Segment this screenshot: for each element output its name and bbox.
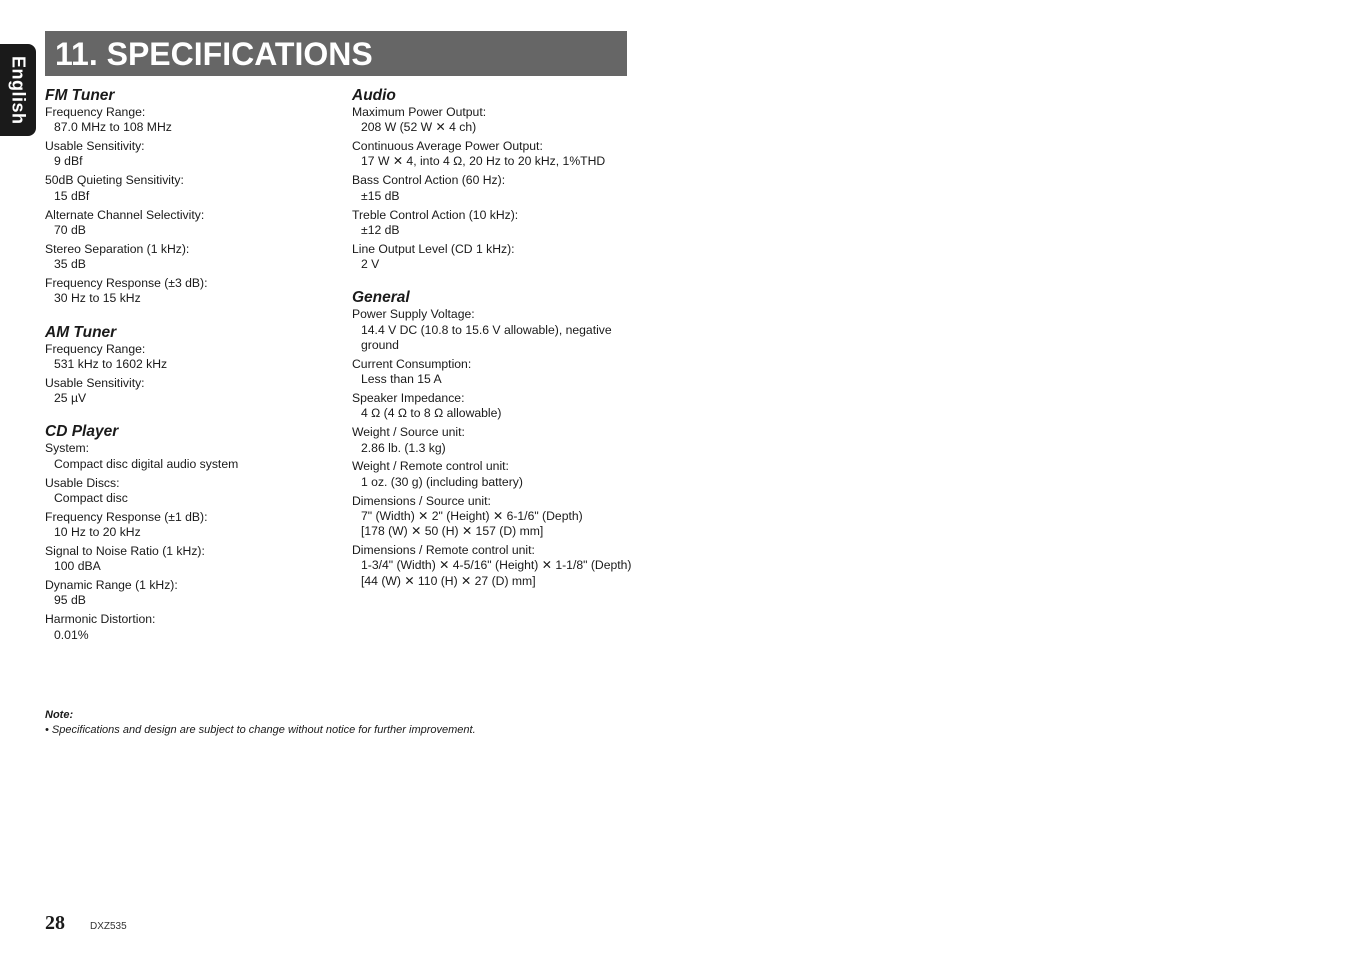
spec-item [45, 578, 325, 609]
page-title-bar [45, 31, 627, 76]
section-title: AM Tuner [45, 323, 117, 341]
spec-label: 50dB Quieting Sensitivity: [45, 173, 184, 188]
spec-label: Speaker Impedance: [352, 391, 465, 406]
spec-label: Harmonic Distortion: [45, 612, 156, 627]
spec-label: Treble Control Action (10 kHz): [352, 207, 519, 222]
spec-item [352, 173, 632, 204]
spec-item [352, 242, 632, 273]
section-title: FM Tuner [45, 87, 115, 104]
spec-item [352, 139, 632, 170]
spec-value: 7" (Width) ✕ 2" (Height) ✕ 6-1/6" (Depth) [361, 508, 583, 523]
spec-value: 2.86 lb. (1.3 kg) [361, 440, 446, 455]
spec-value: 35 dB [54, 257, 86, 272]
spec-item [45, 242, 325, 273]
spec-value: 9 dBf [54, 154, 83, 169]
spec-value: 1 oz. (30 g) (including battery) [361, 474, 523, 489]
spec-label: Current Consumption: [352, 356, 472, 371]
spec-label: Dimensions / Remote control unit: [352, 543, 535, 558]
model-name: DXZ535 [90, 921, 127, 932]
page-title: 11. SPECIFICATIONS [55, 35, 373, 72]
spec-item [45, 208, 325, 239]
spec-label: Maximum Power Output: [352, 105, 487, 119]
spec-label: Alternate Channel Selectivity: [45, 207, 205, 222]
left-column [45, 86, 325, 659]
spec-item [45, 510, 325, 541]
spec-value: Compact disc [54, 490, 128, 505]
section-am-tuner [45, 323, 325, 407]
spec-label: Frequency Response (±1 dB): [45, 509, 208, 524]
spec-item [352, 105, 632, 136]
section-title: General [352, 289, 410, 307]
spec-item [45, 139, 325, 170]
spec-value: ±15 dB [361, 188, 400, 203]
spec-item [45, 105, 325, 136]
spec-label: Frequency Range: [45, 341, 146, 356]
spec-value: 14.4 V DC (10.8 to 15.6 V allowable), negative ground [361, 322, 612, 352]
spec-label: Usable Sensitivity: [45, 375, 145, 390]
spec-item [352, 208, 632, 239]
spec-item [45, 544, 325, 575]
spec-value: 25 µV [54, 391, 87, 406]
spec-value: 17 W ✕ 4, into 4 Ω, 20 Hz to 20 kHz, 1%THD [361, 154, 606, 169]
language-label: English [8, 55, 29, 125]
spec-item [45, 612, 325, 643]
spec-label: Continuous Average Power Output: [352, 139, 543, 154]
spec-label: System: [45, 441, 90, 456]
spec-label: Frequency Response (±3 dB): [45, 275, 208, 290]
section-audio [352, 86, 632, 272]
section-title: Audio [352, 87, 396, 104]
spec-label: Weight / Source unit: [352, 425, 465, 440]
right-column [352, 86, 632, 605]
spec-label: Signal to Noise Ratio (1 kHz): [45, 543, 205, 558]
spec-label: Power Supply Voltage: [352, 307, 475, 322]
spec-value: 4 Ω (4 Ω to 8 Ω allowable) [361, 406, 502, 421]
spec-value: 531 kHz to 1602 kHz [54, 356, 168, 371]
spec-value: 10 Hz to 20 kHz [54, 524, 141, 539]
section-fm-tuner [45, 86, 325, 307]
spec-item [45, 342, 325, 373]
spec-value: 30 Hz to 15 kHz [54, 291, 141, 306]
spec-item [352, 459, 632, 490]
spec-label: Usable Sensitivity: [45, 139, 145, 154]
note-block [45, 708, 665, 738]
spec-item [45, 441, 325, 472]
spec-item [352, 543, 632, 589]
section-cd-player [45, 422, 325, 643]
spec-item [45, 276, 325, 307]
spec-value: 100 dBA [54, 559, 101, 574]
spec-value: Less than 15 A [361, 372, 442, 387]
spec-label: Bass Control Action (60 Hz): [352, 173, 506, 188]
note-label: Note: [45, 709, 74, 721]
spec-label: Frequency Range: [45, 105, 146, 119]
spec-value: 15 dBf [54, 188, 90, 203]
spec-value: ±12 dB [361, 222, 400, 237]
spec-item [45, 476, 325, 507]
spec-label: Usable Discs: [45, 475, 120, 490]
spec-value: 1-3/4" (Width) ✕ 4-5/16" (Height) ✕ 1-1/8" (Depth) [361, 558, 632, 573]
spec-value-metric: [44 (W) ✕ 110 (H) ✕ 27 (D) mm] [361, 573, 536, 588]
spec-item [352, 391, 632, 422]
page-footer [45, 912, 127, 935]
spec-label: Stereo Separation (1 kHz): [45, 241, 190, 256]
spec-item [45, 173, 325, 204]
spec-value: 95 dB [54, 593, 86, 608]
spec-item [352, 494, 632, 540]
spec-item [45, 376, 325, 407]
spec-value: 70 dB [54, 222, 86, 237]
page-number: 28 [45, 912, 65, 934]
spec-item [352, 307, 632, 353]
spec-value: 208 W (52 W ✕ 4 ch) [361, 120, 477, 135]
section-title: CD Player [45, 423, 119, 441]
spec-item [352, 425, 632, 456]
spec-label: Weight / Remote control unit: [352, 459, 509, 474]
language-tab [0, 44, 36, 136]
note-text: • Specifications and design are subject to change without notice for further improvement. [45, 724, 476, 736]
spec-value: Compact disc digital audio system [54, 456, 239, 471]
spec-value-metric: [178 (W) ✕ 50 (H) ✕ 157 (D) mm] [361, 524, 544, 539]
spec-value: 0.01% [54, 627, 89, 642]
spec-label: Line Output Level (CD 1 kHz): [352, 241, 515, 256]
spec-value: 2 V [361, 257, 380, 272]
spec-label: Dimensions / Source unit: [352, 493, 491, 508]
spec-item [352, 357, 632, 388]
spec-value: 87.0 MHz to 108 MHz [54, 120, 172, 135]
spec-label: Dynamic Range (1 kHz): [45, 578, 178, 593]
section-general [352, 288, 632, 589]
